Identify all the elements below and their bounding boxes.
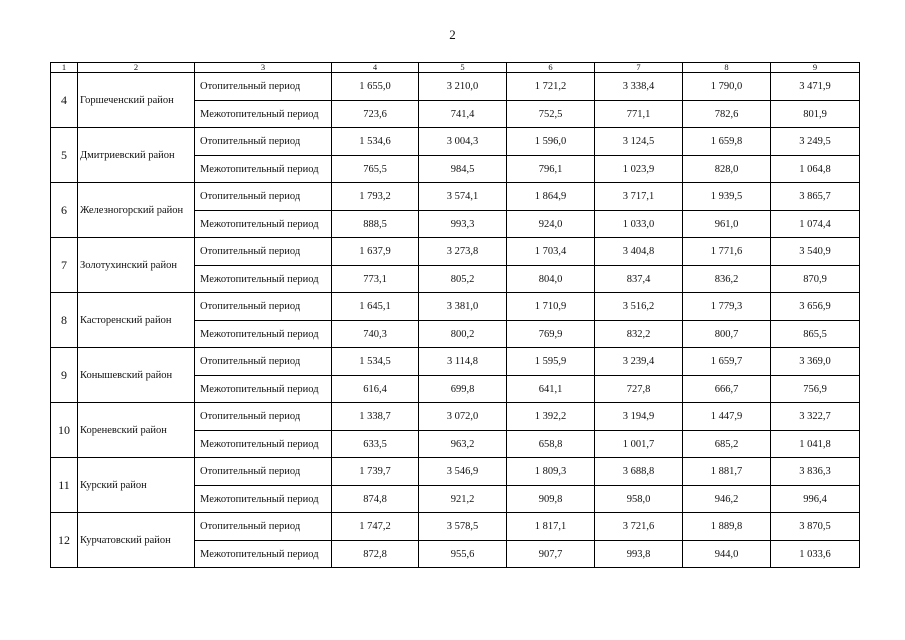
value-cell: 1 655,0 [332, 73, 419, 101]
row-number-cell: 9 [51, 348, 78, 403]
value-cell: 961,0 [683, 211, 771, 238]
table-row-heating [51, 348, 860, 376]
period-label-cell: Межотопительный период [195, 156, 332, 183]
table-row-heating [51, 238, 860, 266]
value-cell: 3 322,7 [771, 403, 860, 431]
table-row-heating [51, 513, 860, 541]
value-cell: 1 659,8 [683, 128, 771, 156]
value-cell: 921,2 [419, 486, 507, 513]
value-cell: 1 595,9 [507, 348, 595, 376]
value-cell: 1 703,4 [507, 238, 595, 266]
period-label-cell: Межотопительный период [195, 376, 332, 403]
table-row-heating [51, 128, 860, 156]
value-cell: 756,9 [771, 376, 860, 403]
period-label-cell: Отопительный период [195, 73, 332, 101]
value-cell: 1 637,9 [332, 238, 419, 266]
period-label-cell: Отопительный период [195, 183, 332, 211]
district-name-cell: Дмитриевский район [78, 128, 195, 183]
value-cell: 3 540,9 [771, 238, 860, 266]
value-cell: 3 369,0 [771, 348, 860, 376]
value-cell: 993,8 [595, 541, 683, 568]
value-cell: 796,1 [507, 156, 595, 183]
value-cell: 1 747,2 [332, 513, 419, 541]
period-label-cell: Отопительный период [195, 238, 332, 266]
value-cell: 909,8 [507, 486, 595, 513]
value-cell: 1 739,7 [332, 458, 419, 486]
row-number-cell: 6 [51, 183, 78, 238]
value-cell: 685,2 [683, 431, 771, 458]
period-label-cell: Отопительный период [195, 348, 332, 376]
value-cell: 782,6 [683, 101, 771, 128]
value-cell: 3 471,9 [771, 73, 860, 101]
tariff-table [50, 62, 860, 568]
value-cell: 765,5 [332, 156, 419, 183]
column-header: 9 [771, 63, 860, 73]
value-cell: 3 124,5 [595, 128, 683, 156]
value-cell: 1 033,6 [771, 541, 860, 568]
value-cell: 1 645,1 [332, 293, 419, 321]
value-cell: 800,7 [683, 321, 771, 348]
value-cell: 3 836,3 [771, 458, 860, 486]
value-cell: 771,1 [595, 101, 683, 128]
district-name-cell: Касторенский район [78, 293, 195, 348]
value-cell: 723,6 [332, 101, 419, 128]
district-name-cell: Горшеченский район [78, 73, 195, 128]
value-cell: 633,5 [332, 431, 419, 458]
period-label-cell: Межотопительный период [195, 266, 332, 293]
value-cell: 741,4 [419, 101, 507, 128]
value-cell: 3 114,8 [419, 348, 507, 376]
value-cell: 924,0 [507, 211, 595, 238]
value-cell: 3 574,1 [419, 183, 507, 211]
row-number-cell: 11 [51, 458, 78, 513]
value-cell: 1 534,5 [332, 348, 419, 376]
value-cell: 1 889,8 [683, 513, 771, 541]
table-row-heating [51, 293, 860, 321]
value-cell: 658,8 [507, 431, 595, 458]
value-cell: 836,2 [683, 266, 771, 293]
value-cell: 832,2 [595, 321, 683, 348]
value-cell: 3 516,2 [595, 293, 683, 321]
value-cell: 888,5 [332, 211, 419, 238]
row-number-cell: 8 [51, 293, 78, 348]
value-cell: 1 659,7 [683, 348, 771, 376]
period-label-cell: Межотопительный период [195, 101, 332, 128]
value-cell: 3 656,9 [771, 293, 860, 321]
value-cell: 769,9 [507, 321, 595, 348]
value-cell: 800,2 [419, 321, 507, 348]
value-cell: 752,5 [507, 101, 595, 128]
value-cell: 1 881,7 [683, 458, 771, 486]
table-row-heating [51, 183, 860, 211]
value-cell: 1 817,1 [507, 513, 595, 541]
value-cell: 1 447,9 [683, 403, 771, 431]
value-cell: 3 688,8 [595, 458, 683, 486]
column-header: 4 [332, 63, 419, 73]
value-cell: 870,9 [771, 266, 860, 293]
value-cell: 1 790,0 [683, 73, 771, 101]
value-cell: 865,5 [771, 321, 860, 348]
value-cell: 1 939,5 [683, 183, 771, 211]
value-cell: 3 404,8 [595, 238, 683, 266]
table-row-heating [51, 458, 860, 486]
value-cell: 874,8 [332, 486, 419, 513]
value-cell: 3 578,5 [419, 513, 507, 541]
value-cell: 996,4 [771, 486, 860, 513]
column-header: 5 [419, 63, 507, 73]
row-number-cell: 4 [51, 73, 78, 128]
period-label-cell: Межотопительный период [195, 431, 332, 458]
value-cell: 1 001,7 [595, 431, 683, 458]
value-cell: 3 870,5 [771, 513, 860, 541]
value-cell: 773,1 [332, 266, 419, 293]
period-label-cell: Отопительный период [195, 403, 332, 431]
column-header: 6 [507, 63, 595, 73]
value-cell: 955,6 [419, 541, 507, 568]
value-cell: 828,0 [683, 156, 771, 183]
period-label-cell: Отопительный период [195, 458, 332, 486]
column-header: 8 [683, 63, 771, 73]
value-cell: 3 273,8 [419, 238, 507, 266]
table-body [51, 73, 860, 568]
value-cell: 727,8 [595, 376, 683, 403]
row-number-cell: 10 [51, 403, 78, 458]
value-cell: 1 338,7 [332, 403, 419, 431]
value-cell: 801,9 [771, 101, 860, 128]
page-number: 2 [449, 27, 456, 42]
period-label-cell: Межотопительный период [195, 541, 332, 568]
district-name-cell: Курский район [78, 458, 195, 513]
value-cell: 3 721,6 [595, 513, 683, 541]
value-cell: 699,8 [419, 376, 507, 403]
value-cell: 946,2 [683, 486, 771, 513]
value-cell: 1 779,3 [683, 293, 771, 321]
value-cell: 3 194,9 [595, 403, 683, 431]
value-cell: 1 392,2 [507, 403, 595, 431]
column-header: 1 [51, 63, 78, 73]
district-name-cell: Кореневский район [78, 403, 195, 458]
district-name-cell: Конышевский район [78, 348, 195, 403]
value-cell: 3 546,9 [419, 458, 507, 486]
value-cell: 3 249,5 [771, 128, 860, 156]
value-cell: 805,2 [419, 266, 507, 293]
value-cell: 1 721,2 [507, 73, 595, 101]
value-cell: 1 710,9 [507, 293, 595, 321]
period-label-cell: Межотопительный период [195, 486, 332, 513]
value-cell: 872,8 [332, 541, 419, 568]
value-cell: 1 033,0 [595, 211, 683, 238]
value-cell: 963,2 [419, 431, 507, 458]
value-cell: 3 865,7 [771, 183, 860, 211]
row-number-cell: 7 [51, 238, 78, 293]
value-cell: 1 864,9 [507, 183, 595, 211]
period-label-cell: Отопительный период [195, 293, 332, 321]
value-cell: 3 717,1 [595, 183, 683, 211]
value-cell: 804,0 [507, 266, 595, 293]
period-label-cell: Отопительный период [195, 128, 332, 156]
table-row-heating [51, 403, 860, 431]
row-number-cell: 12 [51, 513, 78, 568]
value-cell: 616,4 [332, 376, 419, 403]
value-cell: 3 338,4 [595, 73, 683, 101]
period-label-cell: Отопительный период [195, 513, 332, 541]
value-cell: 3 072,0 [419, 403, 507, 431]
value-cell: 958,0 [595, 486, 683, 513]
value-cell: 1 809,3 [507, 458, 595, 486]
value-cell: 1 064,8 [771, 156, 860, 183]
value-cell: 1 023,9 [595, 156, 683, 183]
table-row-heating [51, 73, 860, 101]
period-label-cell: Межотопительный период [195, 321, 332, 348]
district-name-cell: Железногорский район [78, 183, 195, 238]
value-cell: 641,1 [507, 376, 595, 403]
value-cell: 907,7 [507, 541, 595, 568]
value-cell: 1 534,6 [332, 128, 419, 156]
column-header: 7 [595, 63, 683, 73]
value-cell: 3 210,0 [419, 73, 507, 101]
value-cell: 740,3 [332, 321, 419, 348]
value-cell: 666,7 [683, 376, 771, 403]
value-cell: 3 239,4 [595, 348, 683, 376]
row-number-cell: 5 [51, 128, 78, 183]
period-label-cell: Межотопительный период [195, 211, 332, 238]
value-cell: 1 074,4 [771, 211, 860, 238]
value-cell: 984,5 [419, 156, 507, 183]
value-cell: 993,3 [419, 211, 507, 238]
value-cell: 3 004,3 [419, 128, 507, 156]
value-cell: 837,4 [595, 266, 683, 293]
value-cell: 1 596,0 [507, 128, 595, 156]
column-number-row [51, 63, 860, 73]
value-cell: 1 041,8 [771, 431, 860, 458]
value-cell: 1 793,2 [332, 183, 419, 211]
column-header: 2 [78, 63, 195, 73]
column-header: 3 [195, 63, 332, 73]
value-cell: 944,0 [683, 541, 771, 568]
value-cell: 1 771,6 [683, 238, 771, 266]
district-name-cell: Курчатовский район [78, 513, 195, 568]
value-cell: 3 381,0 [419, 293, 507, 321]
district-name-cell: Золотухинский район [78, 238, 195, 293]
